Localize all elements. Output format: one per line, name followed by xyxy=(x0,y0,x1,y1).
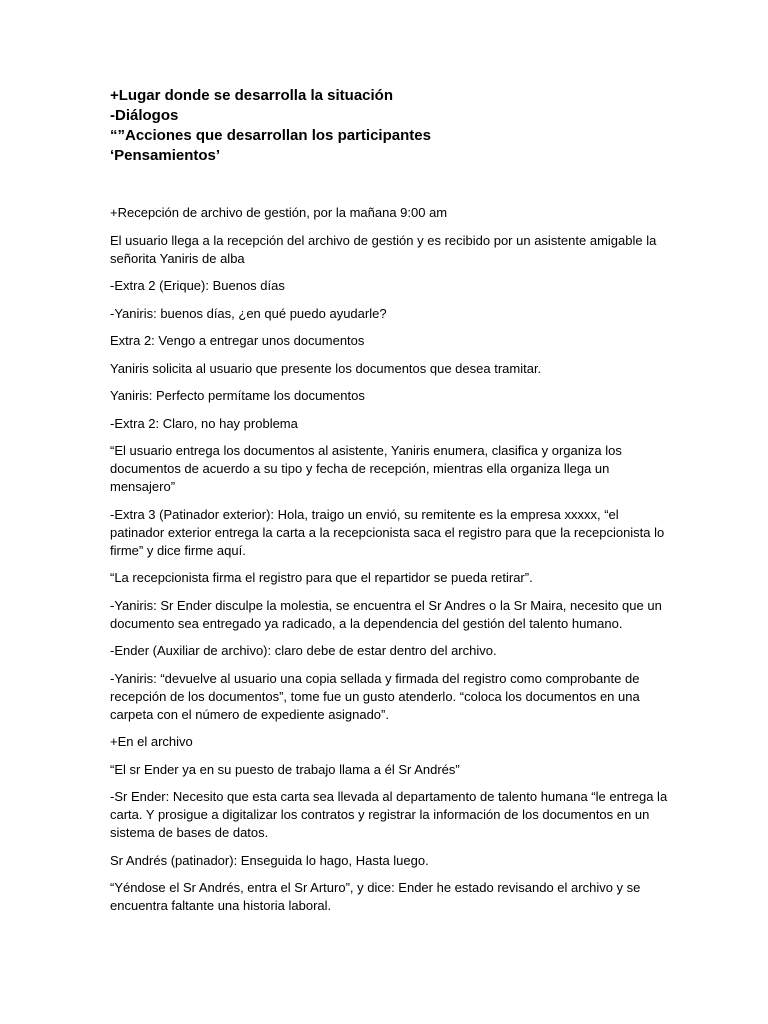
notation-legend xyxy=(110,86,672,166)
legend-actions: “”Acciones que desarrollan los participantes xyxy=(110,127,431,144)
paragraph: Yaniris: Perfecto permítame los documentos xyxy=(110,388,365,403)
paragraph: Yaniris solicita al usuario que presente los documentos que desea tramitar. xyxy=(110,360,542,376)
script-body xyxy=(110,204,672,915)
paragraph: El usuario llega a la recepción del archivo de gestión y es recibido por un asistente amigable la señorita Yaniris de alba xyxy=(110,232,657,266)
legend-place: +Lugar donde se desarrolla la situación xyxy=(110,87,394,104)
paragraph: -Yaniris: buenos días, ¿en qué puedo ayudarle? xyxy=(110,305,387,321)
paragraph: Sr Andrés (patinador): Enseguida lo hago, Hasta luego. xyxy=(110,852,429,868)
paragraph-scene-archive: +En el archivo xyxy=(110,734,193,749)
paragraph: -Extra 2: Claro, no hay problema xyxy=(110,415,298,431)
paragraph: -Yaniris: Sr Ender disculpe la molestia, se encuentra el Sr Andres o la Sr Maira, necesito que un documento sea entregado ya radicado, a la dependencia del gestión del talento humano. xyxy=(110,597,662,631)
paragraph: -Yaniris: “devuelve al usuario una copia sellada y firmada del registro como comprobante de recepción de los documentos”, tome fue un gusto atenderlo. “coloca los documentos en una carpeta con el número de expediente asignado”. xyxy=(110,670,640,722)
paragraph-scene-reception: +Recepción de archivo de gestión, por la mañana 9:00 am xyxy=(110,205,448,220)
legend-thoughts: ‘Pensamientos’ xyxy=(110,147,221,164)
paragraph: Extra 2: Vengo a entregar unos documentos xyxy=(110,333,365,348)
paragraph: “La recepcionista firma el registro para que el repartidor se pueda retirar”. xyxy=(110,570,533,585)
paragraph: -Extra 3 (Patinador exterior): Hola, traigo un envió, su remitente es la empresa xxxxx, “el patinador exterior entrega la carta a la recepcionista saca el registro para que la recepcionista lo firme” y dice firme aquí. xyxy=(110,506,665,558)
paragraph: -Ender (Auxiliar de archivo): claro debe de estar dentro del archivo. xyxy=(110,643,497,658)
legend-dialogues: -Diálogos xyxy=(110,107,179,124)
paragraph: -Extra 2 (Erique): Buenos días xyxy=(110,278,285,293)
paragraph: -Sr Ender: Necesito que esta carta sea llevada al departamento de talento humana “le entrega la carta. Y prosigue a digitalizar los contratos y registrar la información de los documentos en un sistema de bases de datos. xyxy=(110,789,668,840)
paragraph: “El sr Ender ya en su puesto de trabajo llama a él Sr Andrés” xyxy=(110,761,460,777)
paragraph: “El usuario entrega los documentos al asistente, Yaniris enumera, clasifica y organiza los documentos de acuerdo a su tipo y fecha de recepción, mientras ella organiza llega un mensajero” xyxy=(110,443,622,494)
paragraph: “Yéndose el Sr Andrés, entra el Sr Arturo”, y dice: Ender he estado revisando el archivo y se encuentra faltante una historia laboral. xyxy=(110,880,641,913)
